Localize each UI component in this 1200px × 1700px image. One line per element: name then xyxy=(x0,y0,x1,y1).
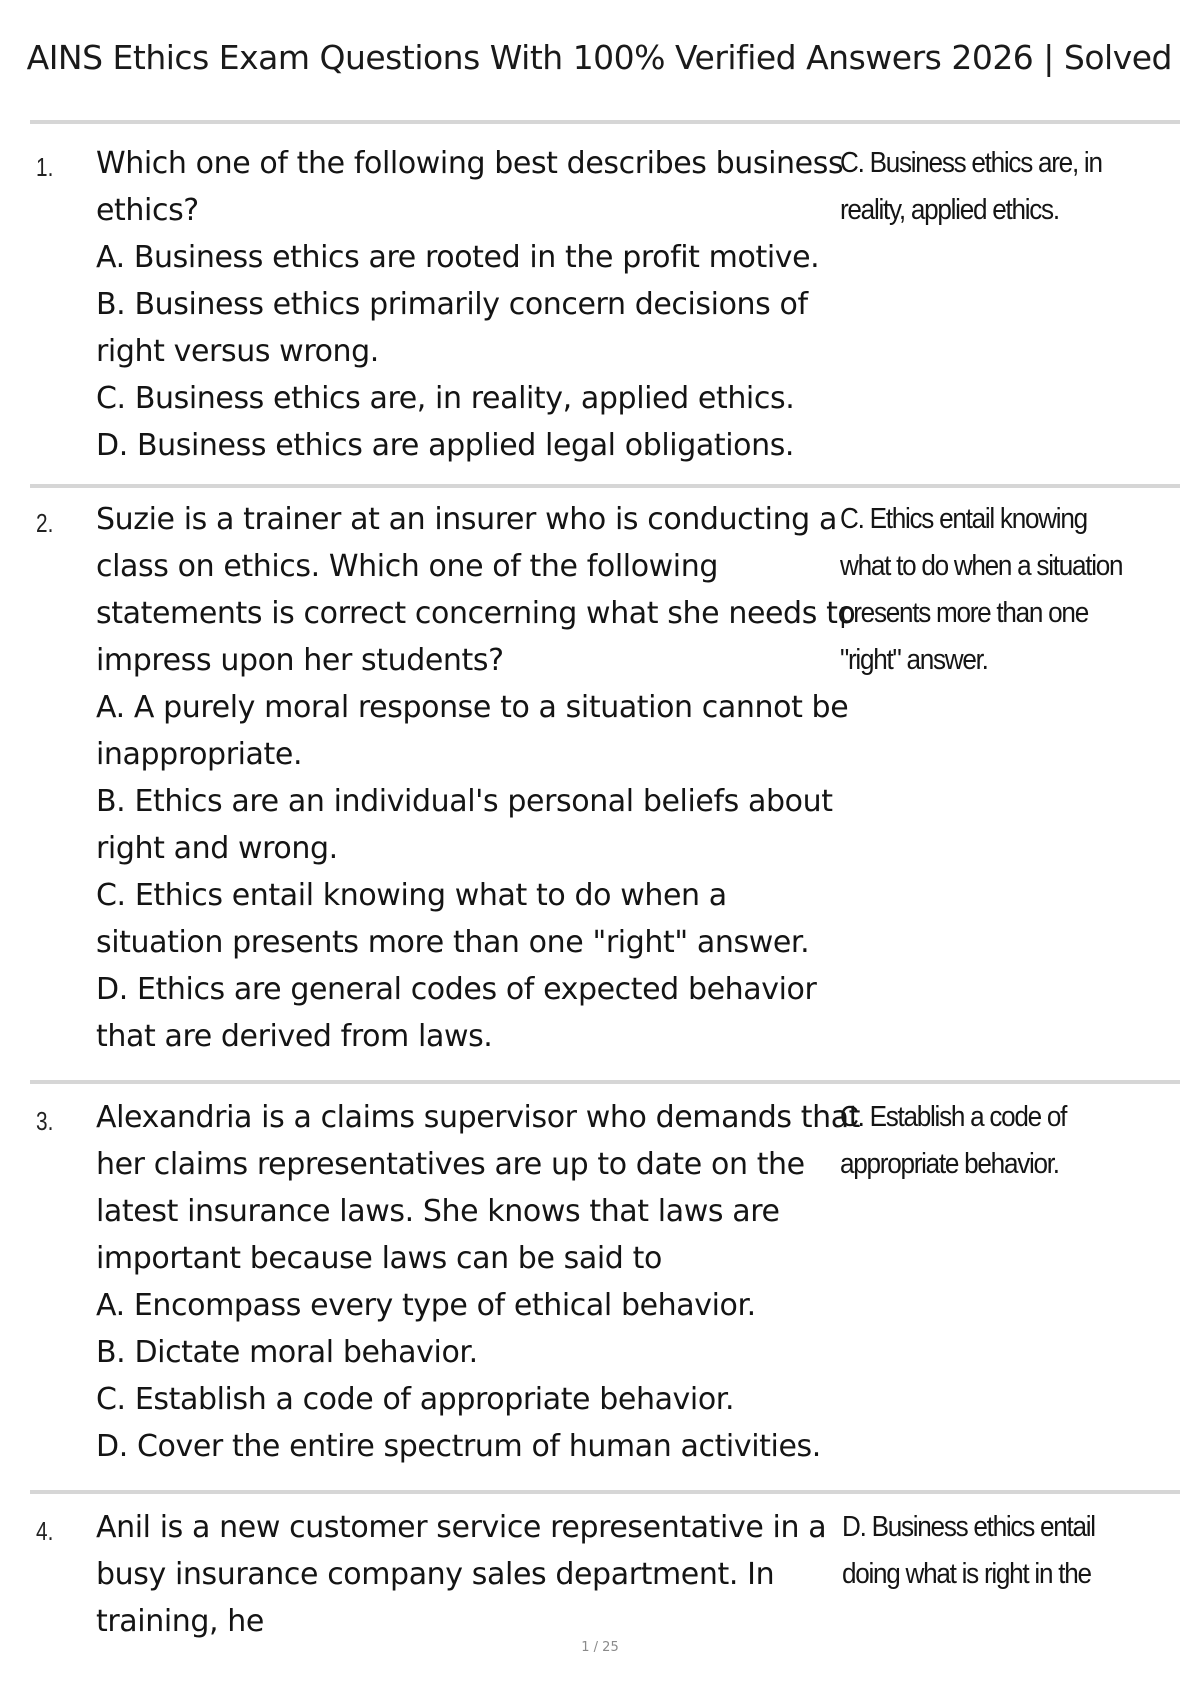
option-d: D. Cover the entire spectrum of human activities. xyxy=(96,1429,821,1464)
option-a: A. Business ethics are rooted in the profit motive. xyxy=(96,240,820,275)
question-number: 2. xyxy=(36,508,54,538)
question-text xyxy=(96,1094,861,1470)
option-c: C. Business ethics are, in reality, applied ethics. xyxy=(96,381,795,416)
option-a: A. Encompass every type of ethical behavior. xyxy=(96,1288,756,1323)
option-c: C. Ethics entail knowing what to do when a situation presents more than one "right" answer. xyxy=(96,878,810,960)
document-title: AINS Ethics Exam Questions With 100% Verified Answers 2026 | Solved xyxy=(26,38,1172,77)
answer-text: C. Business ethics are, in reality, applied ethics. xyxy=(840,147,1102,226)
divider xyxy=(30,484,1180,488)
question-text xyxy=(96,1504,861,1645)
question-number: 4. xyxy=(36,1516,54,1546)
question-stem: Alexandria is a claims supervisor who demands that her claims representatives are up to date on the latest insurance laws. She knows that laws are important because laws can be said to xyxy=(96,1100,861,1276)
divider xyxy=(30,1080,1180,1084)
answer-text: D. Business ethics entail doing what is right in the xyxy=(842,1511,1095,1590)
question-stem: Suzie is a trainer at an insurer who is conducting a class on ethics. Which one of the following statements is correct concerning what she needs to impress upon her students? xyxy=(96,502,856,678)
question-number: 1. xyxy=(36,152,54,182)
divider xyxy=(30,120,1180,124)
option-d: D. Ethics are general codes of expected behavior that are derived from laws. xyxy=(96,972,817,1054)
option-b: B. Dictate moral behavior. xyxy=(96,1335,478,1370)
option-c: C. Establish a code of appropriate behavior. xyxy=(96,1382,735,1417)
question-stem: Which one of the following best describes business ethics? xyxy=(96,146,844,228)
question-number: 3. xyxy=(36,1106,54,1136)
answer-text: C. Ethics entail knowing what to do when a situation presents more than one "right" answer. xyxy=(840,503,1123,676)
question-text xyxy=(96,140,861,469)
question-stem: Anil is a new customer service representative in a busy insurance company sales department. In training, he xyxy=(96,1510,827,1639)
divider xyxy=(30,1490,1180,1494)
option-b: B. Ethics are an individual's personal beliefs about right and wrong. xyxy=(96,784,833,866)
question-text xyxy=(96,496,861,1060)
option-d: D. Business ethics are applied legal obligations. xyxy=(96,428,795,463)
page-indicator: 1 / 25 xyxy=(581,1640,619,1655)
option-a: A. A purely moral response to a situation cannot be inappropriate. xyxy=(96,690,849,772)
option-b: B. Business ethics primarily concern decisions of right versus wrong. xyxy=(96,287,808,369)
answer-text: C. Establish a code of appropriate behavior. xyxy=(840,1101,1067,1180)
